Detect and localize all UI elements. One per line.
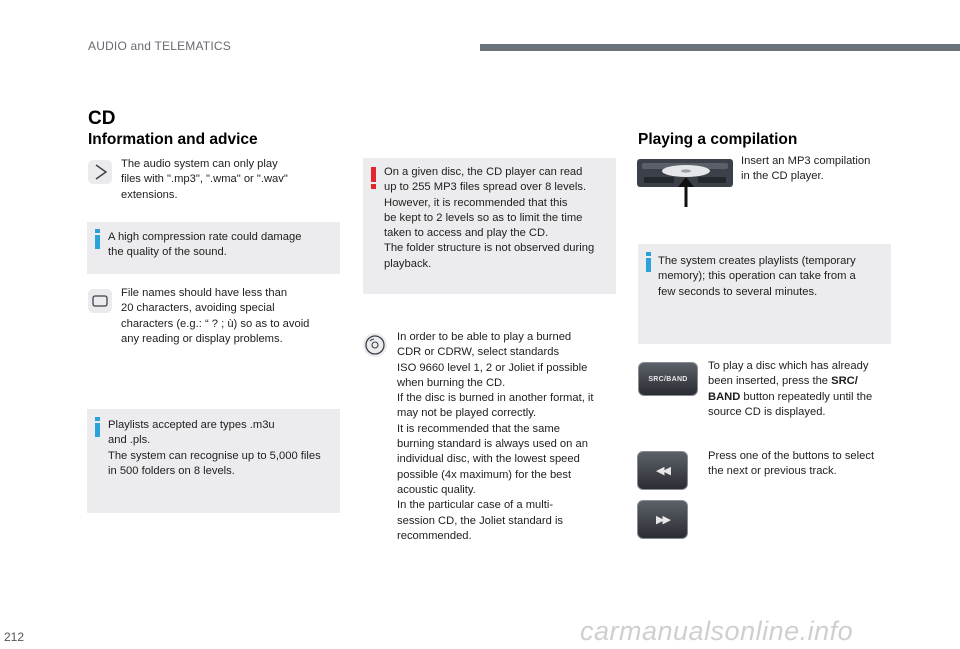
filenames-text: File names should have less than 20 characters, avoiding special characters (e.g.: “ ? ; ù) so as to avoid any reading or display problems. [121, 287, 310, 345]
play-icon [88, 160, 112, 184]
info-icon [646, 252, 652, 272]
watermark: carmanualsonline.info [580, 616, 854, 646]
left-heading: Information and advice [88, 131, 258, 148]
burning-text: In order to be able to play a burned CDR or CDRW, select standards ISO 9660 level 1, 2 or Joliet if possible when burning the CD. If the disc is burned in another format, it may not be played correctly. It is recommended that the same burning standard is always used on an individual disc, with the lowest speed possible (4x maximum) for the best acoustic quality. In the particular case of a multi- session CD, the Joliet standard is recommended. [397, 331, 594, 542]
src-text: To play a disc which has already been inserted, press the SRC/ BAND button repeatedly until the source CD is displayed. [708, 360, 873, 418]
warning-icon [371, 167, 377, 189]
formats-text: The audio system can only play files with ".mp3", ".wma" or ".wav" extensions. [121, 158, 288, 201]
section-title: AUDIO and TELEMATICS [88, 39, 231, 53]
insert-text: Insert an MP3 compilation in the CD player. [741, 155, 871, 183]
page-number: 212 [4, 630, 25, 644]
rewind-icon: ◀◀ [656, 465, 669, 477]
cd-player-illustration [636, 157, 734, 209]
system-playlists-text: The system creates playlists (temporary memory); this operation can take from a few seconds to several minutes. [658, 255, 856, 298]
playlists-text: Playlists accepted are types .m3u and .pls. The system can recognise up to 5,000 files in 500 folders on 8 levels. [108, 419, 321, 477]
disc-icon [363, 333, 387, 357]
track-text: Press one of the buttons to select the next or previous track. [708, 450, 875, 478]
info-icon [95, 417, 101, 437]
header-bar [480, 44, 960, 51]
checkbox-icon [88, 289, 112, 313]
fast-forward-icon: ▶▶ [656, 514, 669, 526]
right-heading: Playing a compilation [638, 131, 798, 148]
src-band-button: SRC/BAND [638, 362, 698, 396]
compression-text: A high compression rate could damage the quality of the sound. [108, 231, 302, 259]
previous-track-button [637, 451, 688, 490]
warning-text: On a given disc, the CD player can read up to 255 MP3 files spread over 8 levels. However, it is recommended that this be kept to 2 levels so as to limit the time taken to access and play the CD. The folder structure is not observed during playback. [384, 166, 595, 270]
page-title: CD [88, 108, 116, 129]
info-icon [95, 229, 101, 249]
next-track-button [637, 500, 688, 539]
